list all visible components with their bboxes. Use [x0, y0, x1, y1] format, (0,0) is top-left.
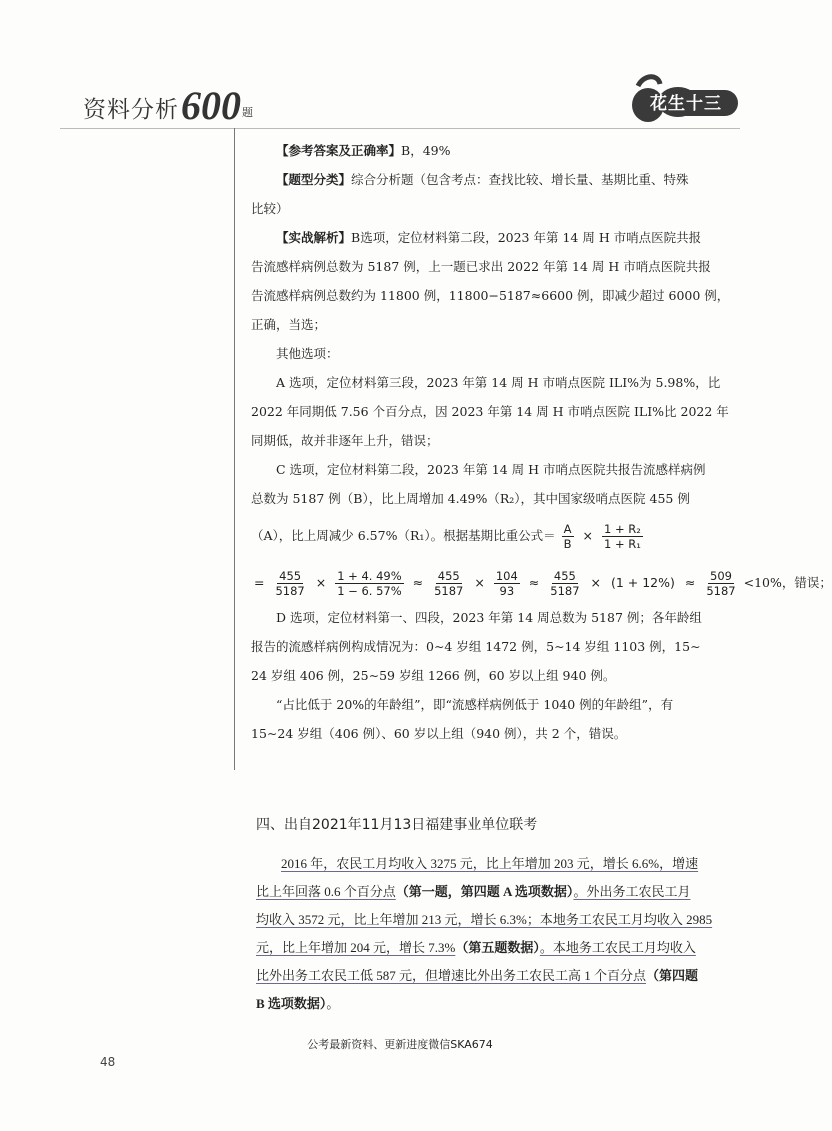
analysis-line-2: 告流感样病例总数为 5187 例，上一题已求出 2022 年第 14 周 H 市哨点医院共报	[251, 259, 711, 274]
calculation-line	[251, 563, 832, 603]
option-d-line-5: 15∼24 岁组（406 例）、60 岁以上组（940 例），共 2 个，错误。	[251, 726, 627, 741]
frac-den: 5187	[434, 584, 464, 598]
frac-num: 455	[553, 569, 576, 583]
approx-sign: ≈	[528, 575, 540, 590]
material-line-5	[256, 962, 740, 990]
material-line-2	[256, 878, 740, 906]
page-number: 48	[100, 1055, 116, 1069]
option-a-line-1: A 选项，定位材料第三段，2023 年第 14 周 H 市哨点医院 ILI%为 5.98%，比	[276, 375, 721, 390]
calc-fraction-5	[548, 569, 581, 598]
calc-fraction-1	[273, 569, 306, 598]
section-material	[256, 850, 740, 1018]
material-end: 。	[326, 996, 340, 1011]
option-c-line-2: 总数为 5187 例（B），比上周增加 4.49%（R₂），其中国家级哨点医院 455 例	[251, 491, 690, 506]
material-line-4	[256, 934, 740, 962]
book-title-suffix: 题	[242, 106, 253, 119]
header-divider	[60, 128, 740, 129]
analysis-line-3: 告流感样病例总数约为 11800 例，11800−5187≈6600 例，即减少超过 6000 例，	[251, 288, 730, 303]
option-a-line-3: 同期低，故并非逐年上升，错误；	[251, 433, 439, 448]
type-value: 综合分析题（包含考点：查找比较、增长量、基期比重、特殊	[351, 172, 689, 187]
analysis-line-4: 正确，当选；	[251, 317, 327, 332]
frac-num: 1 + R₂	[603, 522, 641, 536]
calc-fraction-6	[704, 569, 737, 598]
material-text: 。本地务工农民工月均收入	[539, 940, 696, 955]
frac-num: 455	[437, 569, 460, 583]
material-line-1	[256, 850, 740, 878]
type-tag: 【题型分类】	[276, 172, 352, 187]
material-note: （第四题	[646, 968, 699, 983]
material-note: B 选项数据）	[256, 996, 327, 1011]
option-c-line-1: C 选项，定位材料第二段，2023 年第 14 周 H 市哨点医院共报告流感样病例	[276, 462, 706, 477]
material-note: （第一题，第四题 A 选项数据）	[395, 884, 574, 899]
book-title-number: 600	[181, 83, 241, 128]
frac-num: 104	[495, 569, 518, 583]
frac-den: 1 + R₁	[603, 537, 641, 551]
answer-line	[251, 136, 741, 165]
material-line-6	[256, 990, 740, 1018]
answer-tag: 【参考答案及正确率】	[276, 143, 402, 158]
calc-fraction-4	[494, 569, 520, 598]
times-sign: ×	[474, 575, 485, 590]
times-sign: ×	[315, 575, 327, 590]
calc-fraction-3	[432, 569, 465, 598]
material-text: 均收入 3572 元，比上年增加 213 元，增长 6.3%；本地务工农民工月均收入 2985	[256, 912, 713, 927]
approx-sign: ≈	[412, 575, 424, 590]
option-d-line-4: “占比低于 20%的年龄组”，即“流感样病例低于 1040 例的年龄组”，有	[276, 697, 674, 712]
material-note: （第五题数据）	[455, 940, 540, 955]
equals-sign: =	[254, 575, 265, 590]
frac-den: 5187	[550, 584, 580, 598]
approx-sign: ≈	[684, 575, 696, 590]
material-text: 。外出务工农民工月	[573, 884, 691, 899]
calc-fraction-2	[335, 569, 403, 598]
material-text: 2016 年，农民工月均收入 3275 元，比上年增加 203 元，增长 6.6%，增速	[281, 856, 699, 871]
formula-fraction-rates	[602, 522, 643, 551]
frac-num: 1 + 4. 49%	[337, 569, 402, 583]
frac-den: 1 − 6. 57%	[337, 584, 402, 598]
analysis-line-1	[251, 223, 741, 252]
growth-factor: (1 + 12%)	[610, 575, 675, 590]
calc-conclusion: <10%，错误；	[743, 575, 832, 590]
times-sign: ×	[590, 575, 601, 590]
option-c-text-3: （A），比上周减少 6.57%（R₁）。根据基期比重公式＝	[251, 528, 556, 543]
material-line-3	[256, 906, 740, 934]
frac-den: 5187	[275, 584, 305, 598]
type-line	[251, 165, 741, 194]
type-line-cont: 比较）	[251, 201, 289, 216]
option-d-line-3: 24 岁组 406 例，25∼59 岁组 1266 例，60 岁以上组 940 例。	[251, 668, 616, 683]
frac-num: 455	[279, 569, 302, 583]
book-title-cn: 资料分析	[83, 97, 179, 123]
analysis-tag: 【实战解析】	[276, 230, 352, 245]
frac-num: 509	[710, 569, 732, 583]
frac-den: 5187	[706, 584, 736, 598]
option-c-line-3	[251, 513, 741, 559]
material-text: 元，比上年增加 204 元，增长 7.3%	[256, 940, 456, 955]
book-title	[83, 83, 253, 128]
formula-fraction-a-b	[562, 522, 574, 551]
brand-logo	[630, 72, 740, 127]
section-heading: 四、出自2021年11月13日福建事业单位联考	[256, 817, 538, 833]
answer-value: B，49%	[401, 143, 451, 158]
brand-name: 花生十三	[650, 94, 722, 114]
frac-den: 93	[499, 584, 515, 598]
times-sign: ×	[582, 528, 593, 543]
option-a-line-2: 2022 年同期低 7.56 个百分点，因 2023 年第 14 周 H 市哨点医院 ILI%比 2022 年	[251, 404, 729, 419]
material-text: 比外出务工农民工低 587 元，但增速比外出务工农民工高 1 个百分点	[256, 968, 647, 983]
frac-num: A	[563, 522, 572, 536]
analysis-text-1: B选项，定位材料第二段，2023 年第 14 周 H 市哨点医院共报	[351, 230, 702, 245]
option-d-line-1: D 选项，定位材料第一、四段，2023 年第 14 周总数为 5187 例；各年龄组	[276, 610, 702, 625]
analysis-column	[251, 136, 832, 748]
material-text: 比上年回落 0.6 个百分点	[256, 884, 396, 899]
footer-note: 公考最新资料、更新进度微信SKA674	[307, 1038, 493, 1051]
frac-den: B	[563, 537, 572, 551]
margin-rule	[234, 128, 235, 770]
other-options-label: 其他选项：	[276, 346, 339, 361]
option-d-line-2: 报告的流感样病例构成情况为：0∼4 岁组 1472 例，5∼14 岁组 1103 例，15∼	[251, 639, 701, 654]
